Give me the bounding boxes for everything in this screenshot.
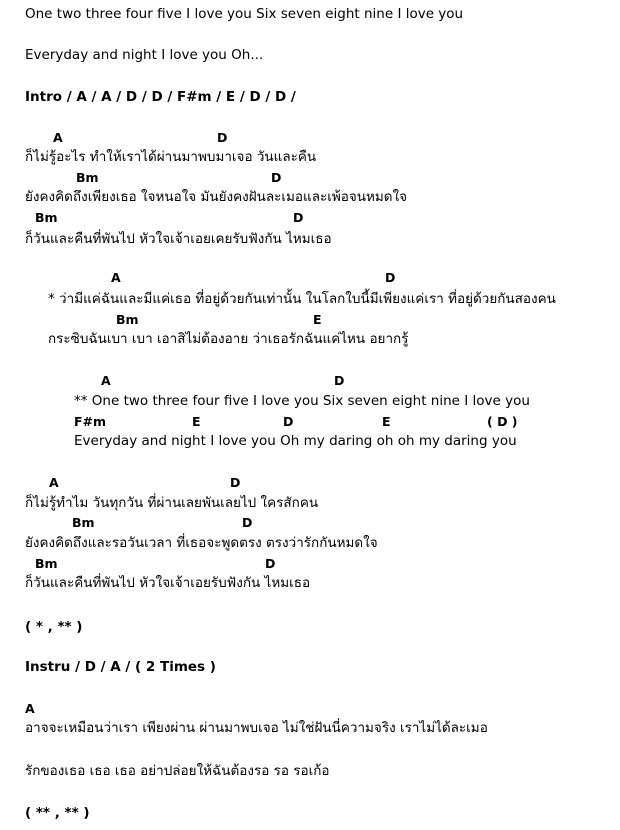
header-line-1: One two three four five I love you Six seven eight nine I love you: [25, 6, 464, 22]
chord: Bm: [76, 170, 99, 185]
chord: D: [334, 373, 345, 388]
lyric-line: ก็วันและคืนที่พันไป หัวใจเจ้าเอยเคยรับฟังกัน ไหมเธอ: [25, 231, 332, 247]
chord: Bm: [35, 210, 58, 225]
chord: D: [217, 130, 228, 145]
lyric-line: รักของเธอ เธอ เธอ อย่าปล่อยให้ฉันต้องรอ รอ รอเก้อ: [25, 763, 330, 779]
lyric-line: Everyday and night I love you Oh my daring oh oh my daring you: [74, 433, 517, 449]
chord: Bm: [35, 556, 58, 571]
lyric-line: อาจจะเหมือนว่าเรา เพียงผ่าน ผ่านมาพบเจอ ไม่ใช่ฝันนี่ความจริง เราไม่ได้ละเมอ: [25, 720, 488, 736]
header-line-2: Everyday and night I love you Oh...: [25, 47, 264, 63]
chord: A: [111, 270, 121, 285]
chord: D: [242, 515, 253, 530]
lyric-line: ก็ไม่รู้ทำไม วันทุกวัน ที่ผ่านเลยพันเลยไป ใครสักคน: [25, 495, 319, 511]
repeat-marker: ( ** , ** ): [25, 805, 90, 821]
lyric-line: กระซิบฉันเบา เบา เอาสิไม่ต้องอาย ว่าเธอรักฉันแค่ไหน อยากรู้: [48, 331, 409, 347]
lyric-line: ยังคงคิดถึงเพียงเธอ ใจหนอใจ มันยังคงฝันละเมอและเพ้อจนหมดใจ: [25, 189, 408, 205]
chord: D: [230, 475, 241, 490]
intro-chords: Intro / A / A / D / D / F#m / E / D / D /: [25, 89, 296, 105]
chord: A: [101, 373, 111, 388]
chord: Bm: [72, 515, 95, 530]
lyric-line: ก็วันและคืนที่พันไป หัวใจเจ้าเอยรับฟังกัน ไหมเธอ: [25, 575, 311, 591]
lyric-line: * ว่ามีแค่ฉันและมีแค่เธอ ที่อยู่ด้วยกันเท่านั้น ในโลกใบนี้มีเพียงแค่เรา ที่อยู่ด้วยกันสองคน: [48, 291, 556, 307]
chord: D: [271, 170, 282, 185]
chord: D: [283, 414, 294, 429]
lyric-line: ยังคงคิดถึงและรอวันเวลา ที่เธอจะพูดตรง ตรงว่ารักกันหมดใจ: [25, 535, 378, 551]
instrumental-chords: Instru / D / A / ( 2 Times ): [25, 659, 216, 675]
chord: A: [49, 475, 59, 490]
chord: E: [382, 414, 391, 429]
repeat-marker: ( * , ** ): [25, 619, 83, 635]
chord: A: [25, 701, 35, 716]
chord: D: [265, 556, 276, 571]
lyric-line: ก็ไม่รู้อะไร ทำให้เราได้ผ่านมาพบมาเจอ วันและคืน: [25, 149, 317, 165]
lyric-line: ** One two three four five I love you Six seven eight nine I love you: [74, 393, 530, 409]
chord: Bm: [116, 312, 139, 327]
chord: E: [313, 312, 322, 327]
chord: E: [192, 414, 201, 429]
chord: A: [53, 130, 63, 145]
chord: D: [293, 210, 304, 225]
chord: D: [385, 270, 396, 285]
chord: F#m: [74, 414, 107, 429]
chord: ( D ): [487, 414, 518, 429]
